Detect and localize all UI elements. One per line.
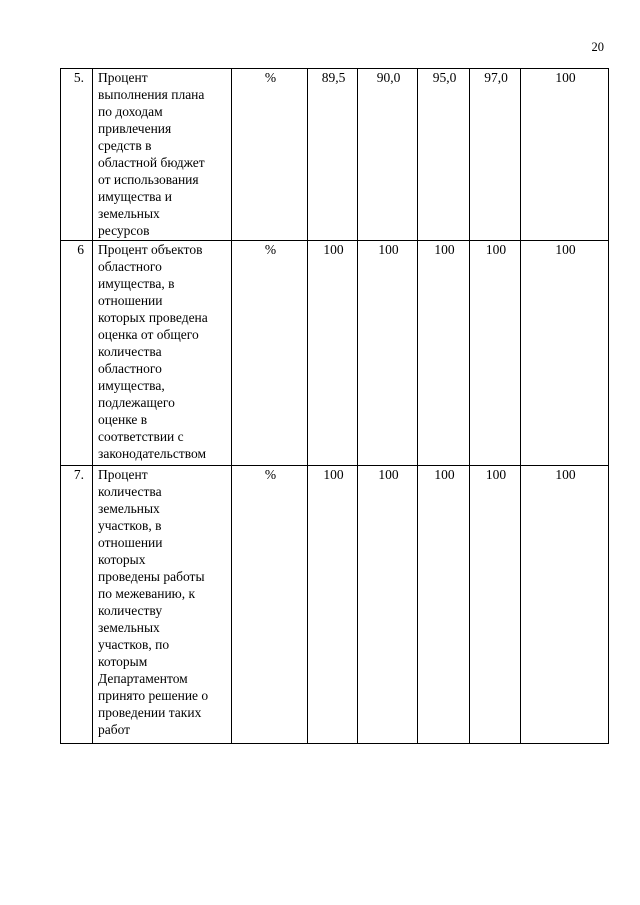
indicator-name-text: Процент количества земельных участков, в отношении которых проведены работы по межеванию, к количеству земельных участков, по которым Департаментом принято решение о проведении таких работ	[98, 467, 209, 737]
value-cell: 100	[308, 241, 358, 466]
value-cell: 89,5	[308, 69, 358, 241]
indicators-table	[60, 68, 609, 744]
indicator-name	[93, 466, 232, 744]
indicator-name-text: Процент объектов областного имущества, в отношении которых проведена оценка от общего количества областного имущества, подлежащего оценке в соответствии с законодательством	[98, 242, 208, 461]
row-number: 6	[61, 241, 93, 466]
value-cell: 97,0	[470, 69, 521, 241]
table-row	[61, 241, 609, 466]
unit-cell: %	[232, 466, 308, 744]
value-cell: 100	[358, 241, 418, 466]
row-number: 7.	[61, 466, 93, 744]
value-cell: 100	[521, 241, 609, 466]
indicator-name	[93, 241, 232, 466]
value-cell: 100	[470, 466, 521, 744]
indicator-name	[93, 69, 232, 241]
value-cell: 90,0	[358, 69, 418, 241]
page-number: 20	[591, 40, 604, 54]
row-number: 5.	[61, 69, 93, 241]
unit-cell: %	[232, 69, 308, 241]
table-row	[61, 466, 609, 744]
value-cell: 100	[308, 466, 358, 744]
value-cell: 100	[418, 241, 470, 466]
value-cell: 95,0	[418, 69, 470, 241]
value-cell: 100	[358, 466, 418, 744]
value-cell: 100	[521, 466, 609, 744]
table-row	[61, 69, 609, 241]
value-cell: 100	[521, 69, 609, 241]
unit-cell: %	[232, 241, 308, 466]
indicator-name-text: Процент выполнения плана по доходам привлечения средств в областной бюджет от использования имущества и земельных ресурсов	[98, 70, 205, 238]
value-cell: 100	[470, 241, 521, 466]
value-cell: 100	[418, 466, 470, 744]
